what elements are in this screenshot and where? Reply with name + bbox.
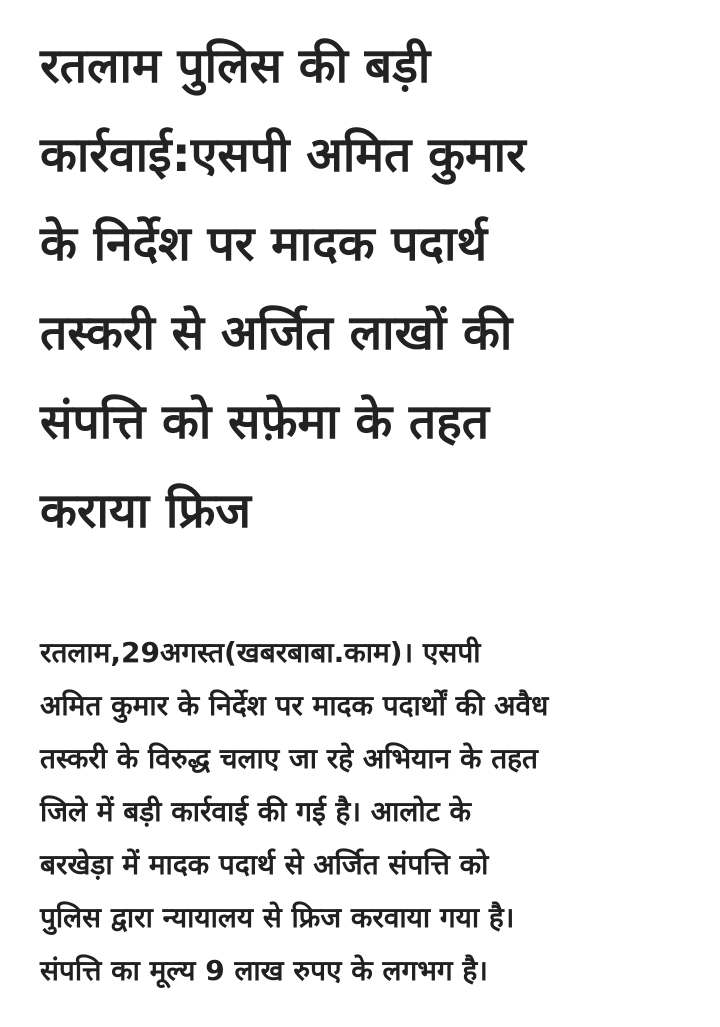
article-body bbox=[40, 626, 680, 997]
headline-line-5: संपत्ति को सफ़ेमा के तहत bbox=[40, 394, 490, 450]
body-line-4: जिले में बड़ी कार्रवाई की गई है। आलोट के bbox=[40, 795, 471, 828]
body-line-3: तस्करी के विरुद्ध चलाए जा रहे अभियान के तहत bbox=[40, 742, 538, 775]
headline-line-3: के निर्देश पर मादक पदार्थ bbox=[40, 216, 488, 272]
headline-line-4: तस्करी से अर्जित लाखों की bbox=[40, 305, 513, 361]
headline-line-1: रतलाम पुलिस की बड़ी bbox=[40, 38, 431, 94]
body-line-7: संपत्ति का मूल्य 9 लाख रुपए के लगभग है। bbox=[40, 954, 488, 987]
body-line-2: अमित कुमार के निर्देश पर मादक पदार्थों की अवैध bbox=[40, 689, 549, 722]
headline-line-2: कार्रवाई:एसपी अमित कुमार bbox=[40, 127, 526, 183]
body-line-6: पुलिस द्वारा न्यायालय से फ्रिज करवाया गया है। bbox=[40, 901, 515, 934]
body-line-1: रतलाम,29अगस्त(खबरबाबा.काम)। एसपी bbox=[40, 636, 481, 669]
body-line-5: बरखेड़ा में मादक पदार्थ से अर्जित संपत्ति को bbox=[40, 848, 489, 881]
article-headline bbox=[40, 22, 680, 556]
headline-line-6: कराया फ्रिज bbox=[40, 483, 251, 539]
